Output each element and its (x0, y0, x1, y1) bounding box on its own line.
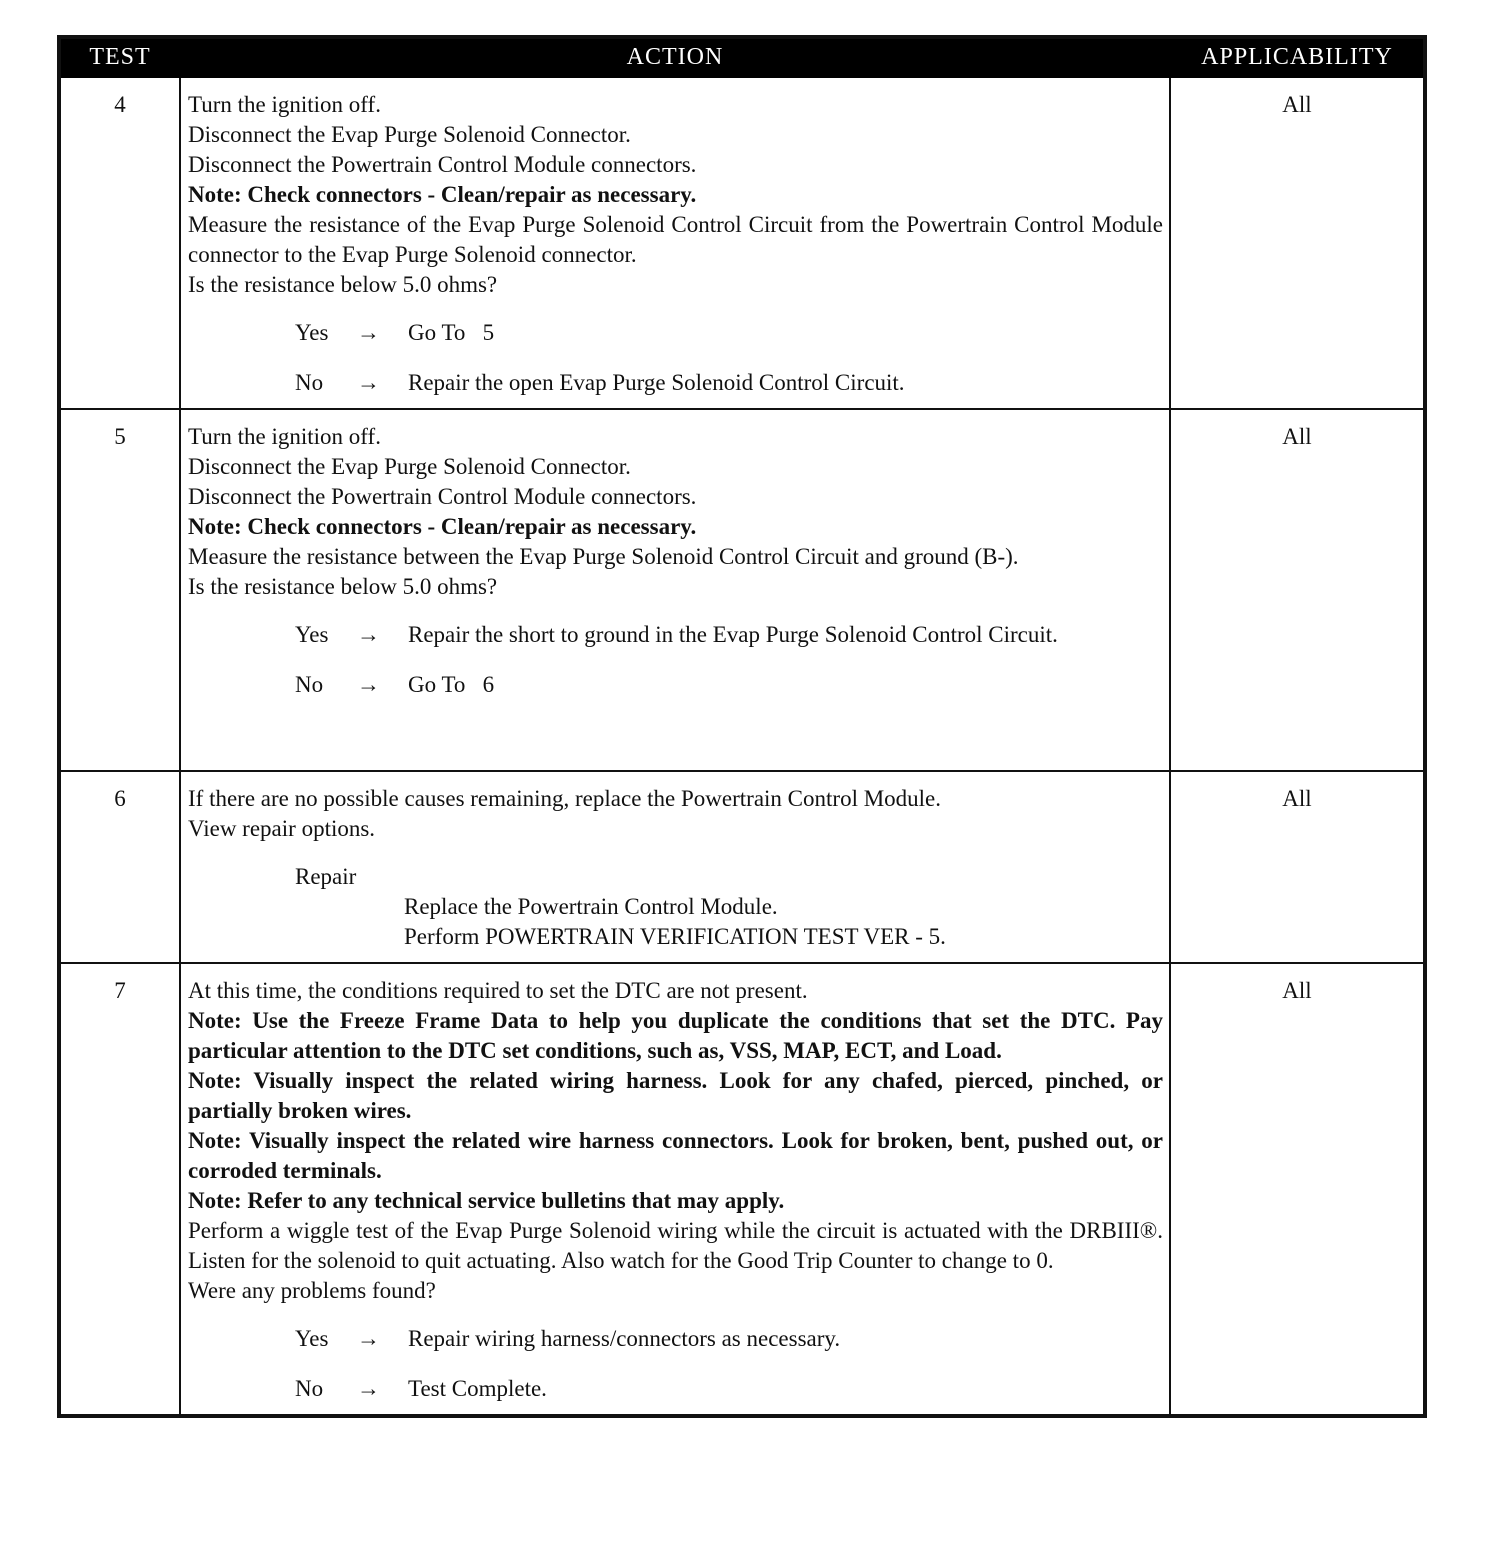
no-result: Repair the open Evap Purge Solenoid Control Circuit. (408, 370, 905, 395)
step-text: If there are no possible causes remaining, replace the Powertrain Control Module. (188, 786, 942, 811)
step-text: View repair options. (188, 816, 376, 841)
test-number: 7 (59, 963, 180, 1416)
arrow-right-icon: → (357, 672, 380, 697)
question-text: Is the resistance below 5.0 ohms? (188, 574, 498, 599)
yes-result: Go To 5 (408, 320, 495, 345)
step-text: Disconnect the Powertrain Control Module connectors. (188, 152, 697, 177)
no-result: Go To 6 (408, 672, 495, 697)
measure-text: Measure the resistance between the Evap Purge Solenoid Control Circuit and ground (B-). (188, 544, 1019, 569)
yes-option (188, 620, 1163, 650)
no-label: No (295, 1376, 324, 1401)
no-option (188, 1374, 1163, 1404)
header-action: ACTION (180, 37, 1170, 77)
step-text: Turn the ignition off. (188, 92, 381, 117)
note-text: Note: Refer to any technical service bulletins that may apply. (188, 1188, 785, 1213)
repair-step: Replace the Powertrain Control Module. (404, 894, 778, 919)
step-text: Disconnect the Evap Purge Solenoid Connector. (188, 122, 631, 147)
question-text: Is the resistance below 5.0 ohms? (188, 272, 498, 297)
step-text: Turn the ignition off. (188, 424, 381, 449)
arrow-right-icon: → (357, 1326, 380, 1351)
yes-result: Repair the short to ground in the Evap Purge Solenoid Control Circuit. (408, 622, 1058, 647)
arrow-right-icon: → (357, 1376, 380, 1401)
no-option (188, 368, 1163, 398)
table-header-row (59, 37, 1425, 77)
note-text: Note: Check connectors - Clean/repair as necessary. (188, 514, 697, 539)
note-text: Note: Visually inspect the related wire harness connectors. Look for broken, bent, pushed out, or corroded terminals. (188, 1128, 1163, 1183)
action-cell (180, 409, 1170, 771)
arrow-right-icon: → (357, 622, 380, 647)
yes-option (188, 318, 1163, 348)
arrow-right-icon: → (357, 320, 380, 345)
yes-label: Yes (295, 320, 329, 345)
action-cell (180, 77, 1170, 409)
applicability-value: All (1170, 77, 1425, 409)
no-label: No (295, 672, 324, 697)
test-number: 4 (59, 77, 180, 409)
applicability-value: All (1170, 771, 1425, 963)
header-applicability: APPLICABILITY (1170, 37, 1425, 77)
applicability-value: All (1170, 963, 1425, 1416)
applicability-value: All (1170, 409, 1425, 771)
step-text: Disconnect the Powertrain Control Module connectors. (188, 484, 697, 509)
yes-label: Yes (295, 1326, 329, 1351)
step-text: Disconnect the Evap Purge Solenoid Connector. (188, 454, 631, 479)
table-row (59, 77, 1425, 409)
test-number: 5 (59, 409, 180, 771)
no-label: No (295, 370, 324, 395)
test-number: 6 (59, 771, 180, 963)
procedure-text: Perform a wiggle test of the Evap Purge Solenoid wiring while the circuit is actuated with the DRBIII®. Listen for the solenoid to quit actuating. Also watch for the Good Trip Counter to change to 0. (188, 1218, 1163, 1273)
no-option (188, 670, 1163, 700)
repair-step: Perform POWERTRAIN VERIFICATION TEST VER - 5. (404, 924, 946, 949)
yes-result: Repair wiring harness/connectors as necessary. (408, 1326, 841, 1351)
note-text: Note: Visually inspect the related wiring harness. Look for any chafed, pierced, pinched, or partially broken wires. (188, 1068, 1163, 1123)
action-cell (180, 771, 1170, 963)
diagnostic-test-table (57, 35, 1427, 1418)
yes-option (188, 1324, 1163, 1354)
note-text: Note: Check connectors - Clean/repair as necessary. (188, 182, 697, 207)
action-cell (180, 963, 1170, 1416)
arrow-right-icon: → (357, 370, 380, 395)
yes-label: Yes (295, 622, 329, 647)
table-row (59, 963, 1425, 1416)
no-result: Test Complete. (408, 1376, 547, 1401)
repair-label: Repair (295, 864, 357, 889)
header-test: TEST (59, 37, 180, 77)
note-text: Note: Use the Freeze Frame Data to help you duplicate the conditions that set the DTC. Pay particular attention to the DTC set conditions, such as, VSS, MAP, ECT, and Load. (188, 1008, 1163, 1063)
measure-text: Measure the resistance of the Evap Purge Solenoid Control Circuit from the Powertrain Control Module connector to the Evap Purge Solenoid connector. (188, 212, 1163, 267)
table-row (59, 771, 1425, 963)
question-text: Were any problems found? (188, 1278, 436, 1303)
intro-text: At this time, the conditions required to set the DTC are not present. (188, 978, 808, 1003)
table-row (59, 409, 1425, 771)
